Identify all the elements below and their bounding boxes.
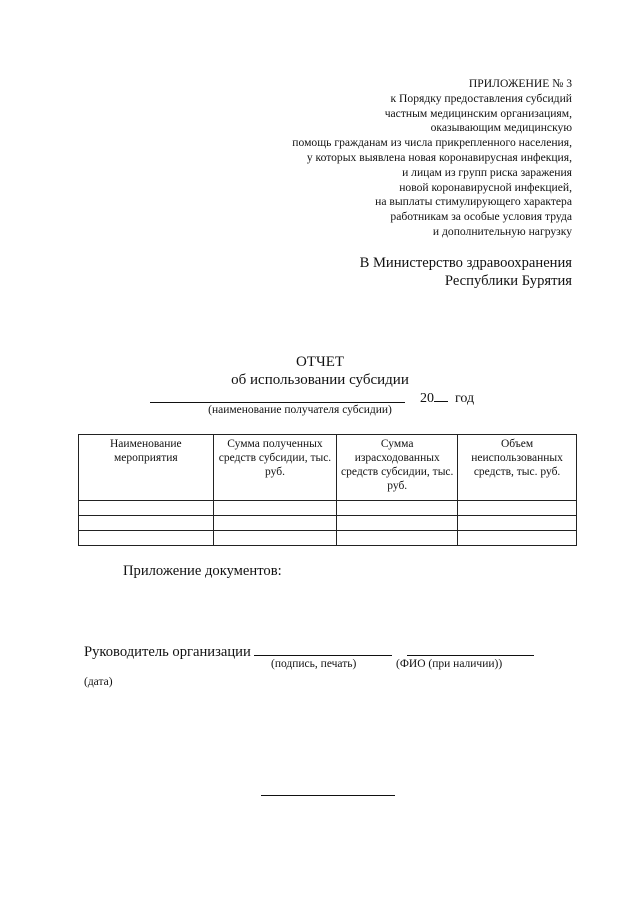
appendix-block bbox=[292, 77, 572, 240]
table-cell[interactable] bbox=[458, 531, 577, 546]
recipient-name-field[interactable] bbox=[150, 386, 405, 403]
appendix-line: на выплаты стимулирующего характера bbox=[375, 195, 572, 209]
addressee-line-1: В Министерство здравоохранения bbox=[359, 255, 572, 271]
full-name-caption: (ФИО (при наличии)) bbox=[396, 658, 503, 670]
table-cell[interactable] bbox=[79, 516, 214, 531]
addressee-block bbox=[360, 254, 572, 290]
table-cell[interactable] bbox=[337, 516, 458, 531]
year-prefix: 20 bbox=[420, 391, 434, 406]
table-header-row bbox=[79, 435, 577, 501]
report-subtitle: об использовании субсидии bbox=[231, 372, 409, 388]
table-cell[interactable] bbox=[79, 501, 214, 516]
date-label: (дата) bbox=[84, 676, 113, 688]
table-cell[interactable] bbox=[458, 501, 577, 516]
column-header-spent: Сумма израсходованных средств субсидии, тыс. руб. bbox=[337, 435, 458, 501]
appendix-line: оказывающим медицинскую bbox=[430, 121, 572, 135]
column-header-activity: Наименование мероприятия bbox=[79, 435, 214, 501]
signature-field[interactable] bbox=[254, 641, 392, 656]
appendix-line: и дополнительную нагрузку bbox=[432, 224, 572, 238]
full-name-field[interactable] bbox=[407, 641, 534, 656]
table-cell[interactable] bbox=[79, 531, 214, 546]
attachments-label: Приложение документов: bbox=[123, 563, 282, 579]
appendix-line: у которых выявлена новая коронавирусная инфекция, bbox=[306, 150, 572, 164]
table-cell[interactable] bbox=[337, 501, 458, 516]
table-cell[interactable] bbox=[458, 516, 577, 531]
table-cell[interactable] bbox=[337, 531, 458, 546]
appendix-line: к Порядку предоставления субсидий bbox=[390, 91, 572, 105]
report-title: ОТЧЕТ bbox=[295, 354, 345, 370]
signature-label: Руководитель организации bbox=[84, 644, 251, 660]
year-field[interactable] bbox=[434, 389, 448, 402]
table-cell[interactable] bbox=[213, 501, 337, 516]
column-header-unused: Объем неиспользованных средств, тыс. руб. bbox=[458, 435, 577, 501]
appendix-line: и лицам из групп риска заражения bbox=[402, 165, 572, 179]
year-suffix: год bbox=[455, 391, 475, 406]
table-row bbox=[79, 516, 577, 531]
signature-caption: (подпись, печать) bbox=[271, 658, 357, 670]
appendix-line: работникам за особые условия труда bbox=[390, 210, 572, 224]
column-header-received: Сумма полученных средств субсидии, тыс. руб. bbox=[213, 435, 337, 501]
appendix-line: ПРИЛОЖЕНИЕ № 3 bbox=[468, 77, 572, 90]
addressee-line-2: Республики Бурятия bbox=[444, 273, 572, 289]
appendix-line: помощь гражданам из числа прикрепленного населения, bbox=[292, 136, 572, 150]
recipient-caption: (наименование получателя субсидии) bbox=[208, 404, 392, 416]
subsidy-report-table bbox=[78, 434, 577, 546]
appendix-line: новой коронавирусной инфекцией, bbox=[399, 180, 572, 194]
table-row bbox=[79, 501, 577, 516]
appendix-line: частным медицинским организациям, bbox=[384, 106, 572, 120]
footer-line bbox=[261, 795, 395, 796]
table-cell[interactable] bbox=[213, 531, 337, 546]
table-row bbox=[79, 531, 577, 546]
table-cell[interactable] bbox=[213, 516, 337, 531]
